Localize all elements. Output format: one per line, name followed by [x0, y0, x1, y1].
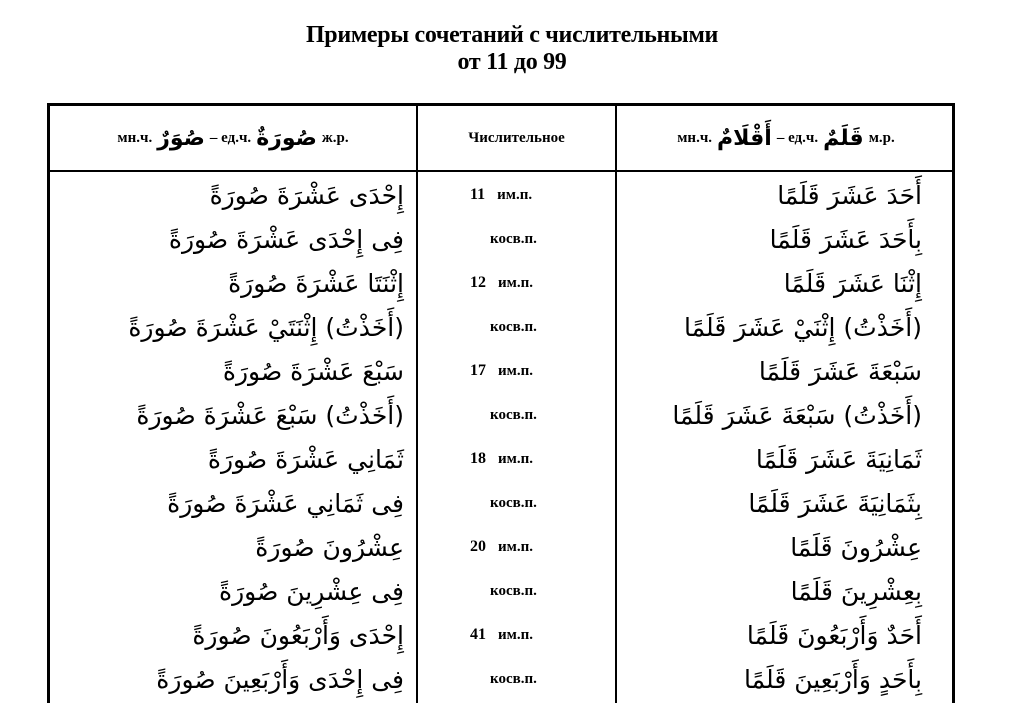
table-row: [50, 261, 952, 305]
header-fem-gender: ж.р.: [321, 129, 349, 146]
masculine-phrase: عِشْرُونَ قَلَمًا: [790, 532, 922, 562]
feminine-phrase: ثَمَانِي عَشْرَةَ صُورَةً: [207, 444, 404, 474]
masculine-phrase: ثَمَانِيَةَ عَشَرَ قَلَمًا: [755, 444, 922, 474]
header-fem-plural-word: صُوَرٌ: [157, 125, 205, 151]
numeral-cell: [490, 569, 537, 613]
numeral-cell: [490, 657, 537, 701]
numeral-value: 20: [470, 538, 486, 555]
numeral-value: 41: [470, 626, 486, 643]
numeral-cell: [490, 481, 537, 525]
feminine-phrase: فِى ثَمَانِي عَشْرَةَ صُورَةً: [167, 488, 404, 518]
header-masc-singular-label: – ед.ч.: [776, 129, 819, 146]
masculine-phrase: (أَخَذْتُ) إِثْنَيْ عَشَرَ قَلَمًا: [683, 312, 922, 342]
feminine-phrase: فِى إِحْدَى وَأَرْبَعِينَ صُورَةً: [156, 664, 404, 694]
case-label: им.п.: [498, 450, 534, 467]
masculine-phrase: بِثَمَانِيَةَ عَشَرَ قَلَمًا: [748, 488, 922, 518]
header-masc-plural-label: мн.ч.: [677, 129, 713, 146]
masculine-phrase: أَحَدَ عَشَرَ قَلَمًا: [777, 180, 922, 210]
numeral-cell: [470, 261, 533, 305]
header-masc-gender: м.р.: [868, 129, 895, 146]
table-row: [50, 349, 952, 393]
table-row: [50, 569, 952, 613]
header-divider: [50, 170, 952, 172]
title-line-2: от 11 до 99: [457, 49, 567, 75]
table-row: [50, 481, 952, 525]
numeral-cell: [490, 393, 537, 437]
table-row: [50, 217, 952, 261]
feminine-phrase: إِحْدَى عَشْرَةَ صُورَةً: [209, 180, 404, 210]
numeral-value: 12: [470, 274, 486, 291]
table-row: [50, 525, 952, 569]
numeral-cell: [490, 305, 537, 349]
feminine-phrase: إِحْدَى وَأَرْبَعُونَ صُورَةً: [192, 620, 404, 650]
case-label: косв.п.: [490, 582, 537, 599]
masculine-phrase: أَحَدٌ وَأَرْبَعُونَ قَلَمًا: [746, 620, 922, 650]
case-label: косв.п.: [490, 494, 537, 511]
table-row: [50, 657, 952, 701]
masculine-phrase: بِأَحَدَ عَشَرَ قَلَمًا: [769, 224, 922, 254]
masculine-phrase: (أَخَذْتُ) سَبْعَةَ عَشَرَ قَلَمًا: [672, 400, 922, 430]
numeral-cell: [470, 437, 533, 481]
header-masc-plural-word: أَقْلَامٌ: [717, 125, 772, 151]
case-label: косв.п.: [490, 670, 537, 687]
header-fem-plural-label: мн.ч.: [117, 129, 153, 146]
numeral-cell: [490, 217, 537, 261]
table-row: [50, 393, 952, 437]
case-label: им.п.: [498, 626, 534, 643]
masculine-phrase: سَبْعَةَ عَشَرَ قَلَمًا: [758, 356, 922, 386]
table-row: [50, 173, 952, 217]
masculine-phrase: بِعِشْرِينَ قَلَمًا: [790, 576, 922, 606]
case-label: им.п.: [498, 274, 534, 291]
numeral-value: 11: [470, 186, 486, 203]
masculine-phrase: إِثْنَا عَشَرَ قَلَمًا: [783, 268, 922, 298]
case-label: косв.п.: [490, 230, 537, 247]
header-masc-singular-word: قَلَمٌ: [823, 125, 864, 151]
feminine-phrase: سَبْعَ عَشْرَةَ صُورَةً: [222, 356, 404, 386]
header-feminine: [50, 106, 416, 170]
numeral-cell: [470, 349, 533, 393]
header-fem-singular-word: صُورَةٌ: [256, 125, 317, 151]
case-label: им.п.: [498, 362, 534, 379]
case-label: косв.п.: [490, 406, 537, 423]
table-row: [50, 613, 952, 657]
case-label: косв.п.: [490, 318, 537, 335]
header-fem-singular-label: – ед.ч.: [209, 129, 252, 146]
masculine-phrase: بِأَحَدٍ وَأَرْبَعِينَ قَلَمًا: [743, 664, 922, 694]
feminine-phrase: إِثْنَتَا عَشْرَةَ صُورَةً: [228, 268, 404, 298]
header-masculine: [617, 106, 955, 170]
feminine-phrase: (أَخَذْتُ) إِثْنَتَيْ عَشْرَةَ صُورَةً: [128, 312, 404, 342]
header-numeral: [418, 106, 615, 170]
table-row: [50, 437, 952, 481]
header-numeral-label: Числительное: [468, 129, 565, 146]
feminine-phrase: (أَخَذْتُ) سَبْعَ عَشْرَةَ صُورَةً: [136, 400, 404, 430]
numeral-cell: [470, 173, 532, 217]
numerals-table: [47, 103, 955, 703]
table-row: [50, 305, 952, 349]
numeral-cell: [470, 525, 533, 569]
feminine-phrase: فِى إِحْدَى عَشْرَةَ صُورَةً: [168, 224, 404, 254]
case-label: им.п.: [497, 186, 533, 203]
numeral-value: 17: [470, 362, 486, 379]
feminine-phrase: فِى عِشْرِينَ صُورَةً: [219, 576, 404, 606]
numeral-cell: [470, 613, 533, 657]
numeral-value: 18: [470, 450, 486, 467]
page-title: [0, 22, 1024, 76]
case-label: им.п.: [498, 538, 534, 555]
feminine-phrase: عِشْرُونَ صُورَةً: [255, 532, 404, 562]
title-line-1: Примеры сочетаний с числительными: [305, 22, 719, 48]
